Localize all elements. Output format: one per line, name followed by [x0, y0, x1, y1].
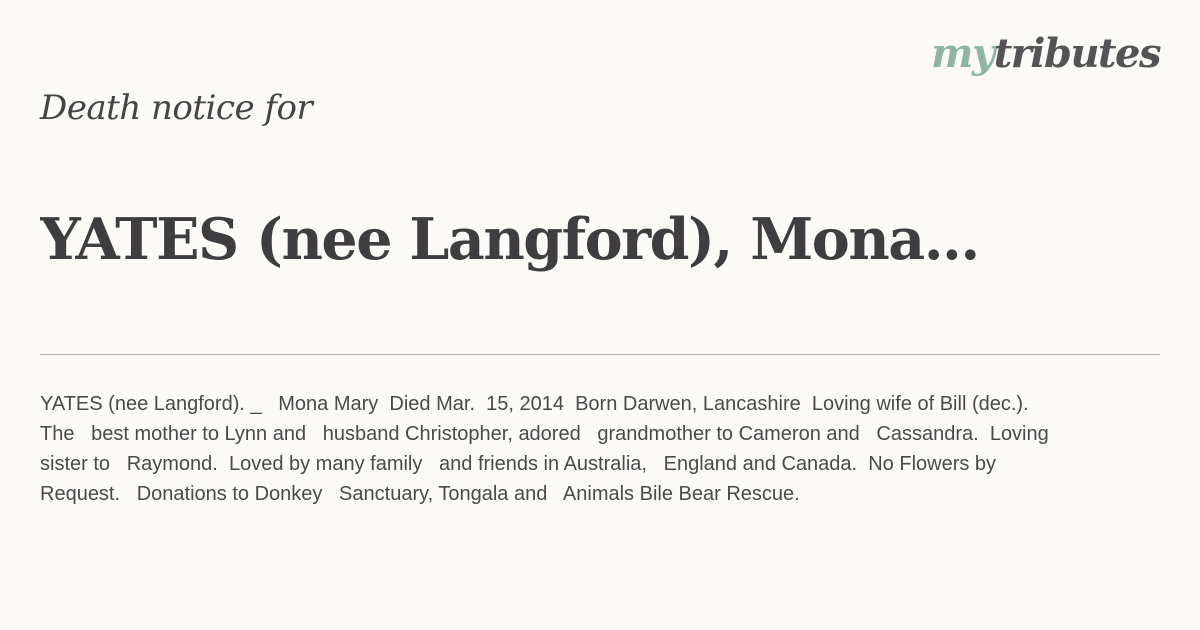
divider [40, 354, 1160, 355]
death-notice-label: Death notice for [40, 88, 313, 128]
notice-body-line: YATES (nee Langford). _ Mona Mary Died Mar. 15, 2014 Born Darwen, Lancashire Loving wife of Bill (dec.). [40, 393, 1029, 415]
deceased-name-heading: YATES (nee Langford), Mona... [40, 206, 979, 273]
notice-body-line: sister to Raymond. Loved by many family and friends in Australia, England and Canada. No Flowers by [40, 453, 997, 475]
notice-body-line: The best mother to Lynn and husband Christopher, adored grandmother to Cameron and Cassandra. Loving [40, 423, 1049, 445]
mytributes-logo[interactable] [931, 30, 1160, 77]
notice-body [40, 389, 1180, 509]
notice-body-line: Request. Donations to Donkey Sanctuary, Tongala and Animals Bile Bear Rescue. [40, 483, 800, 505]
logo-my: my [931, 30, 994, 77]
logo-tributes: tributes [993, 30, 1160, 77]
